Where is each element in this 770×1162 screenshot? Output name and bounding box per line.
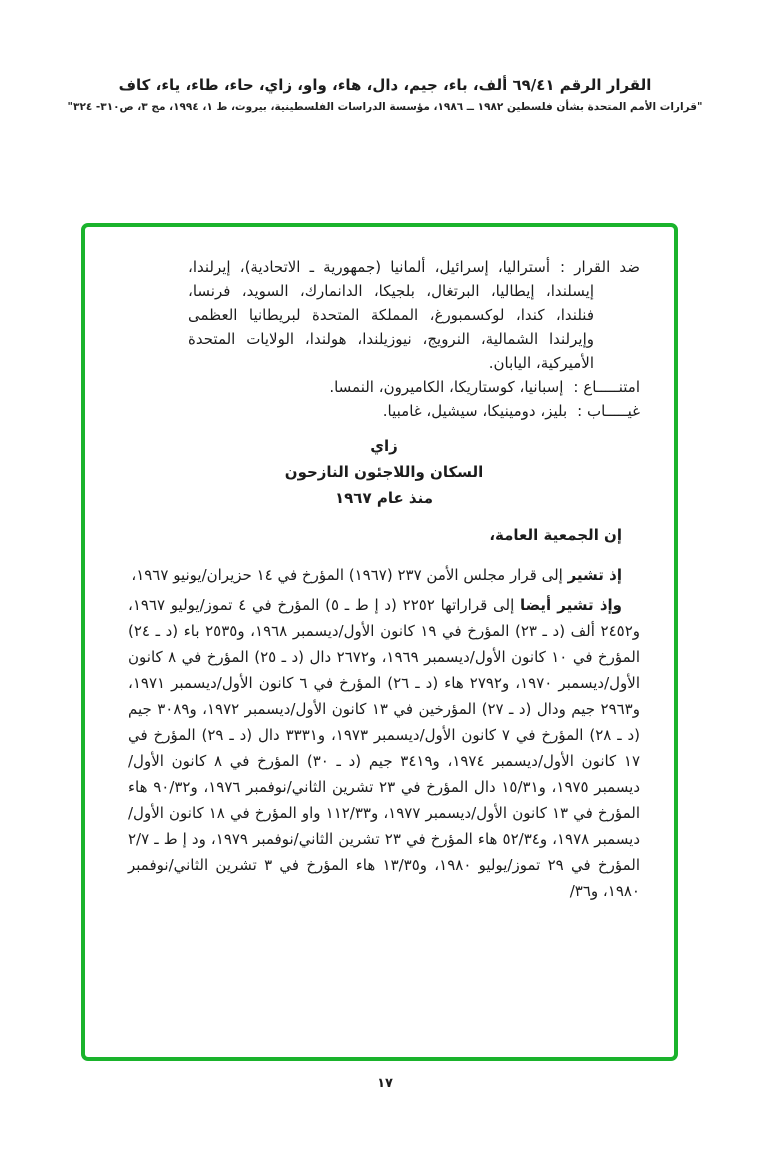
resolution-body xyxy=(85,227,674,904)
assembly-opening: إن الجمعية العامة، xyxy=(489,526,622,544)
abstain-list: إسبانيا، كوستاريكا، الكاميرون، النمسا. xyxy=(329,378,564,396)
section-subtitle: منذ عام ١٩٦٧ xyxy=(334,489,434,507)
green-frame xyxy=(81,223,678,1061)
absent-list: بليز، دومينيكا، سيشيل، غامبيا. xyxy=(382,402,568,420)
preamble-paragraph-2 xyxy=(128,592,640,904)
vote-against-block xyxy=(188,255,640,375)
page-header xyxy=(0,76,770,113)
absent-label: غيـــــاب : xyxy=(577,402,640,420)
section-letter: زاي xyxy=(370,437,398,455)
absent-row xyxy=(128,399,640,423)
paragraph-2-text: إلى قراراتها ٢٢٥٢ (د إ ط ـ ٥) المؤرخ في ٤ تموز/يوليو ١٩٦٧، و٢٤٥٢ ألف (د ـ ٢٣) المؤرخ في ١٩ كانون الأول/ديسمبر ١٩٦٨، و٢٥٣٥ باء (د ـ ٢٤) المؤرخ في ١٠ كانون الأول/ديسمبر ١٩٦٩، و٢٦٧٢ دال (د ـ ٢٥) المؤرخ في ٨ كانون الأول/ديسمبر ١٩٧٠، و٢٧٩٢ هاء (د ـ ٢٦) المؤرخ في ٦ كانون الأول/ديسمبر ١٩٧١، و٢٩٦٣ جيم ودال (د ـ ٢٧) المؤرخين في ١٣ كانون الأول/ديسمبر ١٩٧٢، و٣٠٨٩ جيم (د ـ ٢٨) المؤرخ في ٧ كانون الأول/ديسمبر ١٩٧٣، و٣٣٣١ دال (د ـ ٢٩) المؤرخ في ١٧ كانون الأول/ديسمبر ١٩٧٤، و٣٤١٩ جيم (د ـ ٣٠) المؤرخ في ٨ كانون الأول/ديسمبر ١٩٧٥، و١٥/٣١ دال المؤرخ في ٢٣ تشرين الثاني/نوفمبر ١٩٧٦، و٩٠/٣٢ هاء المؤرخ في ١٣ كانون الأول/ديسمبر ١٩٧٧، و١١٢/٣٣ واو المؤرخ في ١٨ كانون الأول/ديسمبر ١٩٧٨، و٥٢/٣٤ هاء المؤرخ في ٢٣ تشرين الثاني/نوفمبر ١٩٧٩، ود إ ط ـ ٢/٧ المؤرخ في ٢٩ تموز/يوليو ١٩٨٠، و١٣/٣٥ هاء المؤرخ في ٣ تشرين الثاني/نوفمبر ١٩٨٠، و٣٦/ xyxy=(128,596,641,900)
vote-against-label: ضد القرار : xyxy=(560,258,641,276)
document-page xyxy=(0,76,770,1162)
preamble-paragraph-1 xyxy=(128,562,640,588)
paragraph-1-text: إلى قرار مجلس الأمن ٢٣٧ (١٩٦٧) المؤرخ في ١٤ حزيران/يونيو ١٩٦٧، xyxy=(131,566,568,584)
vote-against-list: أستراليا، إسرائيل، ألمانيا (جمهورية ـ الاتحادية)، إيرلندا، إيسلندا، إيطاليا، البرتغال، بلجيكا، الدانمارك، السويد، فرنسا، فنلندا، كندا، لوكسمبورغ، المملكة المتحدة لبريطانيا العظمى وإيرلندا الشمالية، النرويج، نيوزيلندا، هولندا، الولايات المتحدة الأميركية، اليابان. xyxy=(188,258,594,372)
abstain-row xyxy=(128,375,640,399)
paragraph-2-lead: وإذ تشير أيضا xyxy=(519,596,622,614)
section-title: السكان واللاجئون النازحون xyxy=(284,463,484,481)
source-citation: "قرارات الأمم المتحدة بشأن فلسطين ١٩٨٢ ــ ١٩٨٦، مؤسسة الدراسات الفلسطينية، بيروت، ط ١، ١٩٩٤، مج ٣، ص٣١٠- ٣٢٤" xyxy=(67,101,703,113)
section-headings xyxy=(128,433,640,511)
resolution-title: القرار الرقم ٦٩/٤١ ألف، باء، جيم، دال، هاء، واو، زاي، حاء، طاء، ياء، كاف xyxy=(118,76,652,94)
paragraph-1-lead: إذ تشير xyxy=(567,566,622,584)
page-number: ١٧ xyxy=(377,1076,393,1091)
abstain-label: امتنـــــاع : xyxy=(573,378,640,396)
